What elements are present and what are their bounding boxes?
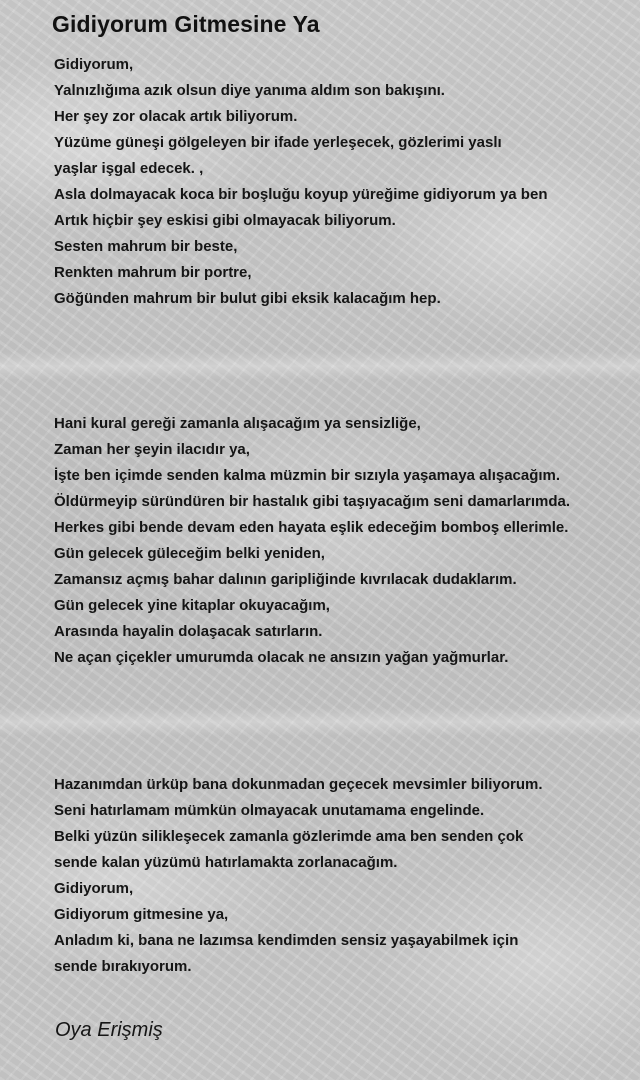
stanza-divider	[0, 352, 640, 380]
poem-line: Asla dolmayacak koca bir boşluğu koyup yüreğime gidiyorum ya ben	[54, 186, 548, 203]
poem-line: Zamansız açmış bahar dalının garipliğinde kıvrılacak dudaklarım.	[54, 571, 517, 588]
stanza-3	[54, 772, 542, 980]
poem-line: Renkten mahrum bir portre,	[54, 264, 252, 281]
stanza-1	[54, 52, 547, 312]
poem-line: Artık hiçbir şey eskisi gibi olmayacak biliyorum.	[54, 212, 396, 229]
poem-author: Oya Erişmiş	[55, 1019, 163, 1041]
stanza-divider	[0, 708, 640, 736]
poem-line: Belki yüzün silikleşecek zamanla gözlerimde ama ben senden çok	[54, 828, 524, 845]
poem-line: Zaman her şeyin ilacıdır ya,	[54, 441, 250, 458]
poem-line: sende bırakıyorum.	[54, 958, 192, 975]
poem-line: Öldürmeyip süründüren bir hastalık gibi taşıyacağım seni damarlarımda.	[54, 493, 570, 510]
poem-title: Gidiyorum Gitmesine Ya	[52, 11, 320, 37]
poem-line: Hazanımdan ürküp bana dokunmadan geçecek mevsimler biliyorum.	[54, 776, 543, 793]
poem-line: İşte ben içimde senden kalma müzmin bir sızıyla yaşamaya alışacağım.	[54, 467, 561, 484]
poem-line: Her şey zor olacak artık biliyorum.	[54, 108, 298, 125]
poem-line: Seni hatırlamam mümkün olmayacak unutamama engelinde.	[54, 802, 485, 819]
poem-line: Arasında hayalin dolaşacak satırların.	[54, 623, 323, 640]
poem-line: Anladım ki, bana ne lazımsa kendimden sensiz yaşayabilmek için	[54, 932, 519, 949]
poem-line: Ne açan çiçekler umurumda olacak ne ansızın yağan yağmurlar.	[54, 649, 509, 666]
poem-line: Yalnızlığıma azık olsun diye yanıma aldım son bakışını.	[54, 82, 445, 99]
poem-line: sende kalan yüzümü hatırlamakta zorlanacağım.	[54, 854, 398, 871]
poem-line: Gidiyorum,	[54, 56, 134, 73]
poem-line: Göğünden mahrum bir bulut gibi eksik kalacağım hep.	[54, 290, 441, 307]
poem-line: Gün gelecek yine kitaplar okuyacağım,	[54, 597, 330, 614]
poem-line: Gün gelecek güleceğim belki yeniden,	[54, 545, 325, 562]
poem-line: Gidiyorum,	[54, 880, 134, 897]
poem-line: Hani kural gereği zamanla alışacağım ya sensizliğe,	[54, 415, 421, 432]
poem-line: Herkes gibi bende devam eden hayata eşlik edeceğim bomboş ellerimle.	[54, 519, 569, 536]
poem-line: Yüzüme güneşi gölgeleyen bir ifade yerleşecek, gözlerimi yaslı	[54, 134, 502, 151]
poem-line: Sesten mahrum bir beste,	[54, 238, 238, 255]
stanza-2	[54, 411, 570, 671]
poem-line: Gidiyorum gitmesine ya,	[54, 906, 229, 923]
poem-line: yaşlar işgal edecek. ,	[54, 160, 204, 177]
